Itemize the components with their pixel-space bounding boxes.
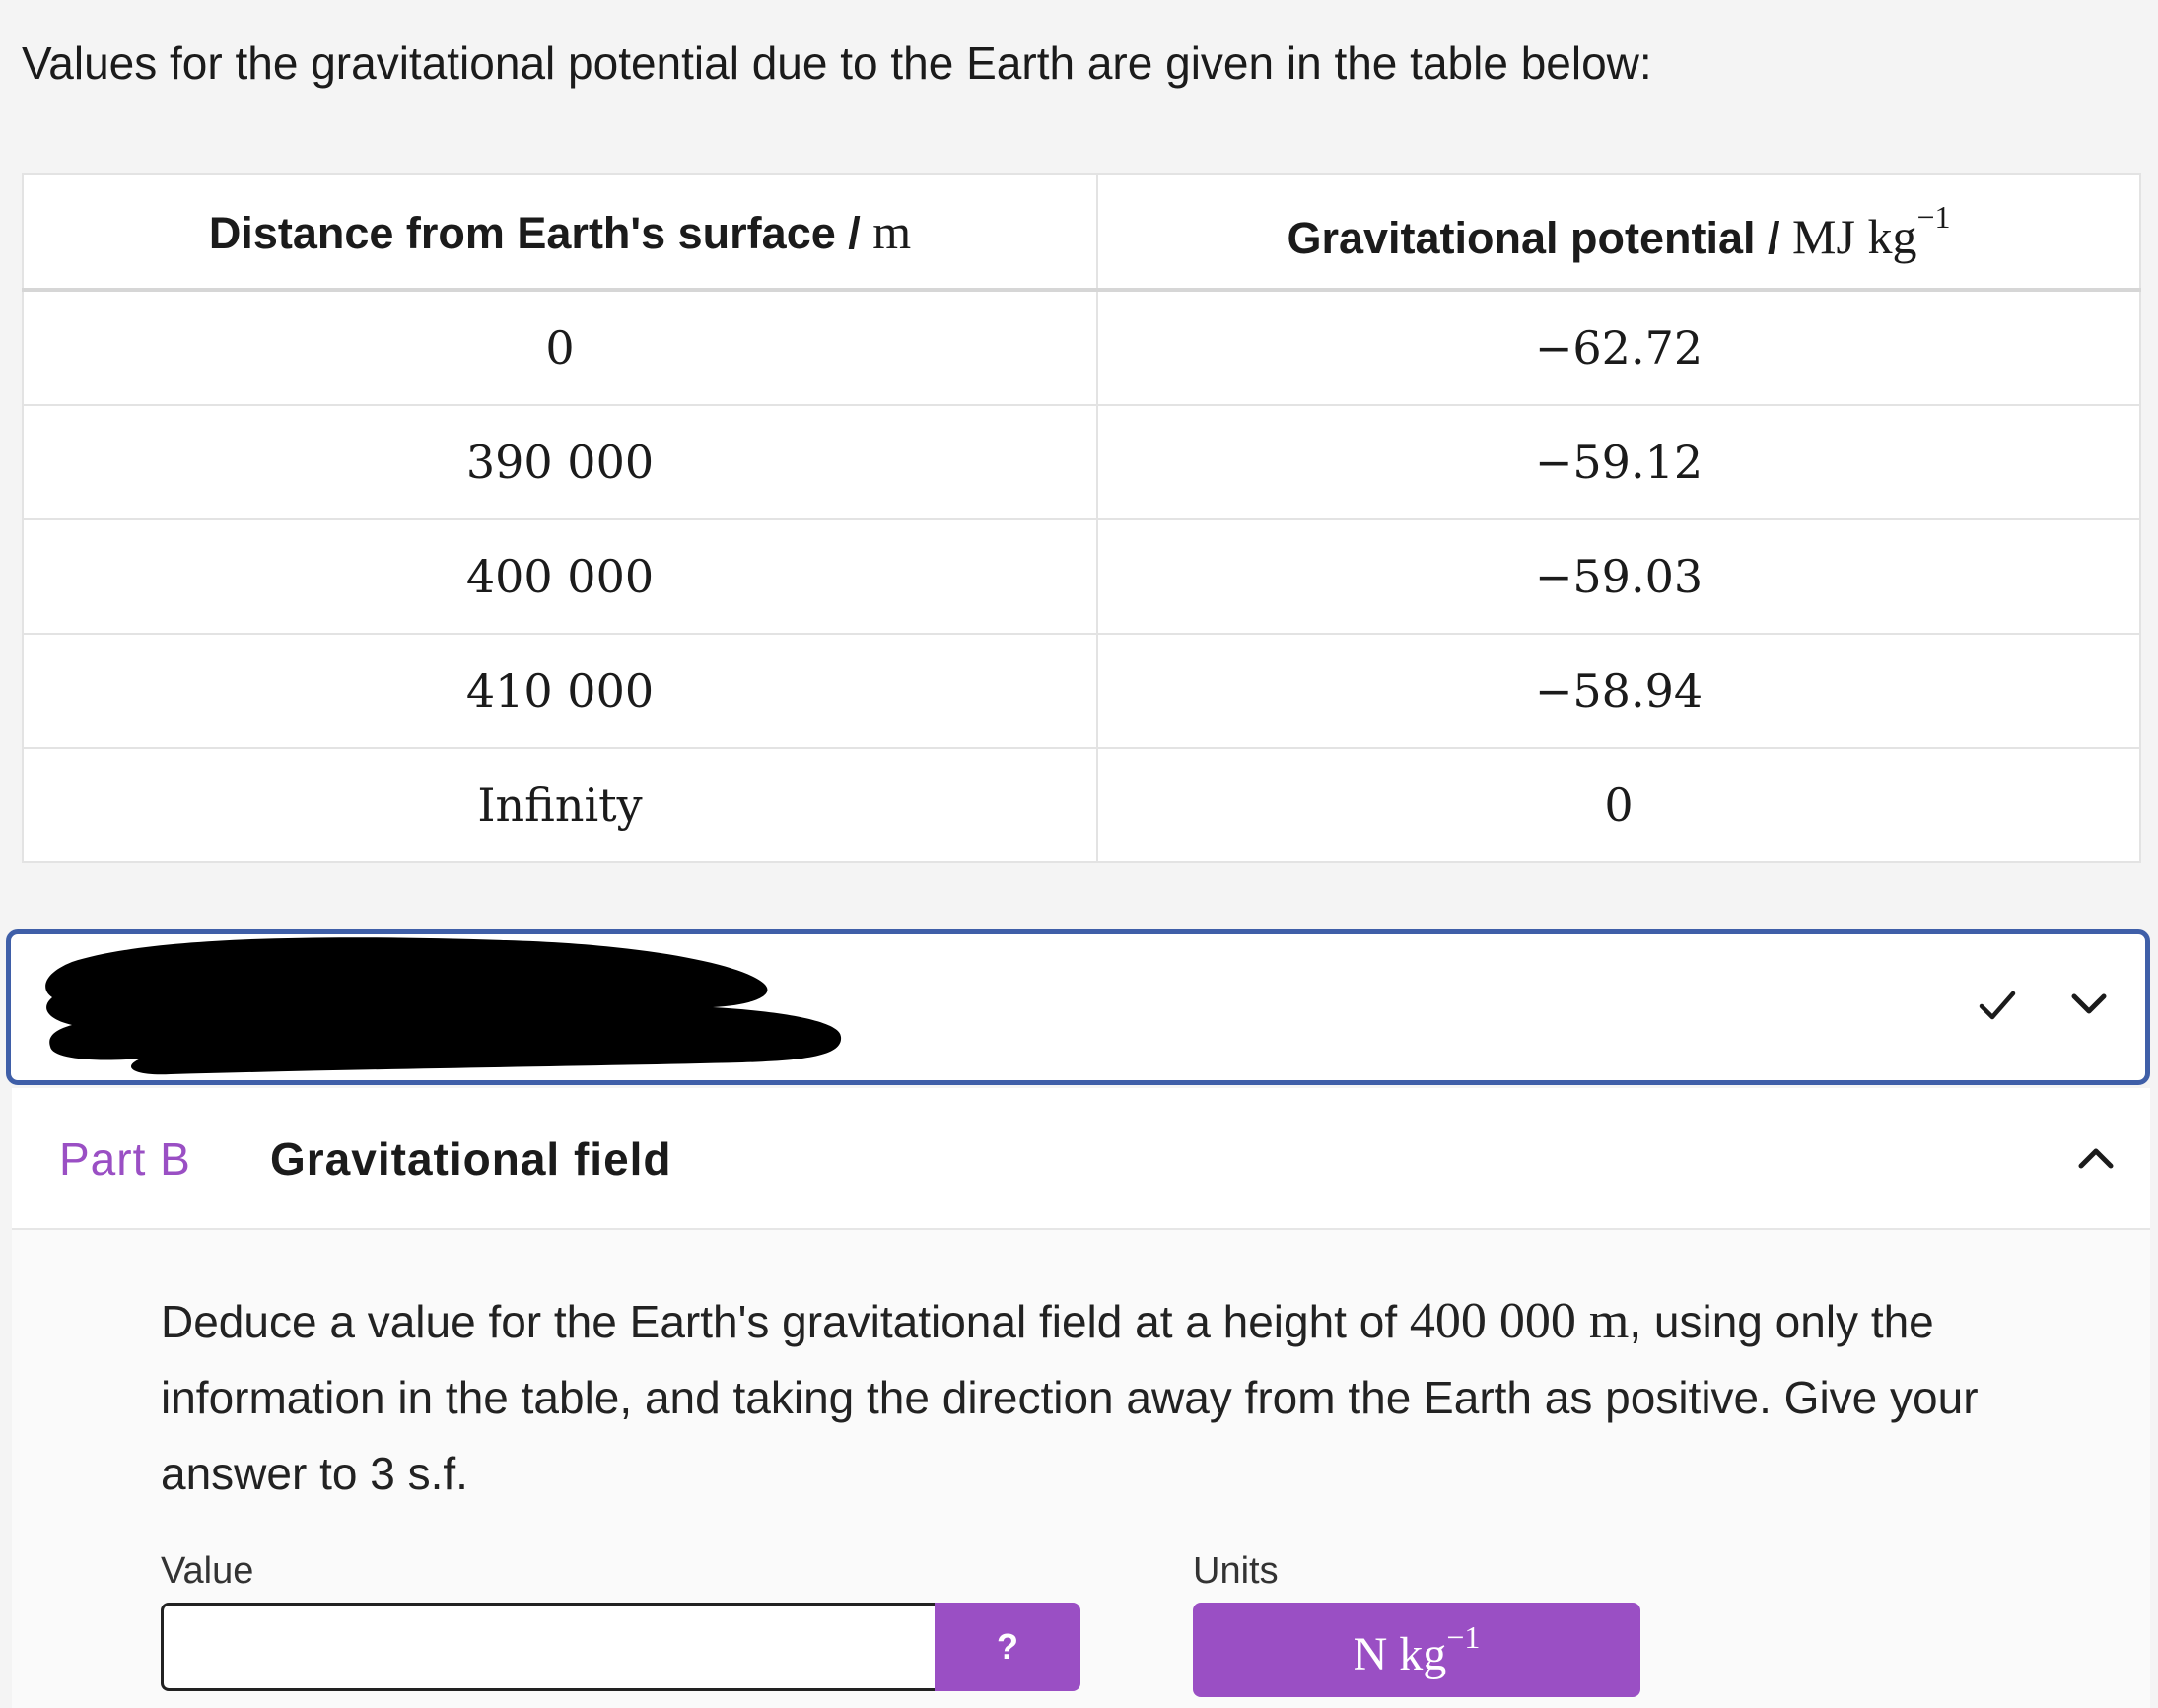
- part-title: Gravitational field: [270, 1133, 672, 1185]
- column-header-text: Gravitational potential /: [1287, 212, 1793, 263]
- table-cell-distance: 390 000: [23, 405, 1097, 519]
- table-row: [23, 519, 2140, 634]
- table-cell-distance: 0: [23, 290, 1097, 405]
- part-label: Part B: [59, 1133, 191, 1185]
- column-header-unit: MJ kg: [1792, 208, 1917, 264]
- table-cell-potential: −58.94: [1097, 634, 2140, 748]
- value-input[interactable]: [161, 1603, 935, 1691]
- intro-text: Values for the gravitational potential due to the Earth are given in the table below:: [22, 37, 1652, 89]
- question-text: [161, 1283, 2034, 1512]
- table-cell-potential: −62.72: [1097, 290, 2140, 405]
- column-header-potential: [1097, 174, 2140, 290]
- table-row: [23, 748, 2140, 862]
- table-cell-potential: 0: [1097, 748, 2140, 862]
- question-math: 400 000 m: [1409, 1293, 1630, 1349]
- table-row: [23, 405, 2140, 519]
- units-select-button[interactable]: [1193, 1603, 1640, 1697]
- table-cell-distance: 400 000: [23, 519, 1097, 634]
- column-header-unit: m: [872, 204, 912, 259]
- redaction-mark: [33, 934, 843, 1077]
- table-cell-potential: −59.03: [1097, 519, 2140, 634]
- part-a-header-collapsed[interactable]: [6, 929, 2150, 1085]
- check-icon: [1976, 984, 2019, 1027]
- column-header-distance: [23, 174, 1097, 290]
- question-text-start: Deduce a value for the Earth's gravitational field at a height of: [161, 1296, 1410, 1347]
- question-text-end: , using only the information in the table, and taking the direction away from the Earth as positive. Give your answer to 3 s.f.: [161, 1296, 1979, 1499]
- units-value: N kg: [1353, 1627, 1447, 1680]
- table-header-row: [23, 174, 2140, 290]
- table-cell-potential: −59.12: [1097, 405, 2140, 519]
- chevron-up-icon[interactable]: [2075, 1137, 2117, 1179]
- table-row: [23, 634, 2140, 748]
- units-label: Units: [1193, 1550, 1279, 1592]
- table-cell-distance: Infinity: [23, 748, 1097, 862]
- value-label: Value: [161, 1550, 254, 1592]
- potential-table: [22, 173, 2141, 863]
- part-b-body: [12, 1230, 2150, 1708]
- column-header-text: Distance from Earth's surface /: [208, 208, 873, 258]
- part-b-header[interactable]: [12, 1088, 2150, 1230]
- table-cell-distance: 410 000: [23, 634, 1097, 748]
- column-header-superscript: −1: [1916, 198, 1951, 235]
- units-superscript: −1: [1446, 1618, 1481, 1655]
- help-button[interactable]: ?: [935, 1603, 1080, 1691]
- chevron-down-icon[interactable]: [2068, 984, 2110, 1025]
- table-row: [23, 290, 2140, 405]
